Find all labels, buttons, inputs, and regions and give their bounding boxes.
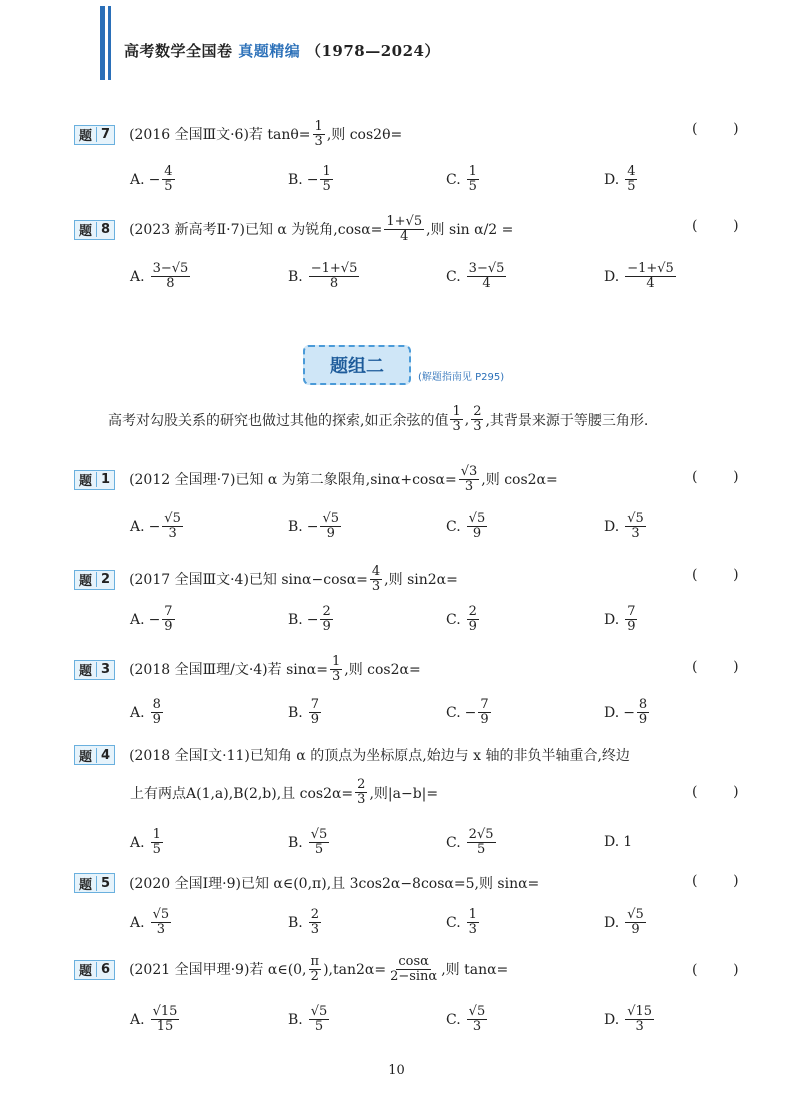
option-b[interactable]: B. − $\frac{2}{9}$	[288, 604, 331, 635]
option-b[interactable]: B. − $\frac{1}{5}$	[288, 164, 331, 195]
question-text: (2023 新高考Ⅱ·7)已知 α 为锐角,cosα= $\frac{1+√5}{4}$ ,则 sin α/2 =	[129, 214, 514, 245]
option-b[interactable]: B. $\frac{√5}{5}$	[288, 827, 328, 858]
option-b[interactable]: B. $\frac{-1+√5}{8}$	[288, 261, 358, 292]
option-d[interactable]: D. $\frac{-1+√5}{4}$	[604, 261, 674, 292]
option-b[interactable]: B. $\frac{2}{3}$	[288, 907, 320, 938]
question-stem	[74, 215, 513, 245]
option-c[interactable]: C. $\frac{2}{9}$	[446, 604, 477, 635]
question-tag: 题 3	[74, 660, 115, 680]
answer-bracket[interactable]: ( )	[692, 784, 739, 800]
answer-bracket[interactable]: ( )	[692, 121, 739, 137]
question-text: (2017 全国Ⅲ文·4)已知 sinα−cosα= $\frac{4}{3}$ ,则 sin2α=	[129, 564, 458, 595]
option-a[interactable]: A. $\frac{8}{9}$	[130, 697, 161, 728]
question-stem	[74, 655, 421, 685]
question-text: (2020 全国Ⅰ理·9)已知 α∈(0,π),且 3cos2α−8cosα=5,则 sinα=	[129, 876, 540, 892]
question-stem	[74, 465, 558, 495]
question-text: (2018 全国Ⅰ文·11)已知角 α 的顶点为坐标原点,始边与 x 轴的非负半轴重合,终边	[129, 748, 630, 764]
question-tag: 题 6	[74, 960, 115, 980]
option-b[interactable]: B. $\frac{√5}{5}$	[288, 1004, 328, 1035]
answer-bracket[interactable]: ( )	[692, 218, 739, 234]
title-prefix: 高考数学全国卷	[124, 42, 233, 60]
option-d[interactable]: D. $\frac{√5}{9}$	[604, 907, 644, 938]
option-c[interactable]: C. $\frac{1}{5}$	[446, 164, 477, 195]
option-d[interactable]: D. $\frac{7}{9}$	[604, 604, 636, 635]
option-b[interactable]: B. − $\frac{√5}{9}$	[288, 511, 340, 542]
question-tag: 题 7	[74, 125, 115, 145]
answer-bracket[interactable]: ( )	[692, 873, 739, 889]
question-tag: 题 5	[74, 873, 115, 893]
answer-bracket[interactable]: ( )	[692, 962, 739, 978]
title-highlight: 真题精编	[238, 42, 301, 60]
option-a[interactable]: A. $\frac{1}{5}$	[130, 827, 161, 858]
option-a[interactable]: A. − $\frac{4}{5}$	[130, 164, 173, 195]
question-text: (2018 全国Ⅲ理/文·4)若 sinα= $\frac{1}{3}$ ,则 cos2α=	[129, 654, 421, 685]
option-b[interactable]: B. $\frac{7}{9}$	[288, 697, 320, 728]
question-stem	[74, 955, 508, 985]
option-d[interactable]: D. $\frac{√15}{3}$	[604, 1004, 653, 1035]
book-title	[124, 40, 440, 61]
question-text: (2016 全国Ⅲ文·6)若 tanθ= $\frac{1}{3}$ ,则 cos2θ=	[129, 119, 403, 150]
question-tag: 题 2	[74, 570, 115, 590]
answer-bracket[interactable]: ( )	[692, 567, 739, 583]
question-tag: 题 1	[74, 470, 115, 490]
option-a[interactable]: A. $\frac{3-√5}{8}$	[130, 261, 189, 292]
option-c[interactable]: C. $\frac{√5}{9}$	[446, 511, 486, 542]
group-title: 题组二	[303, 345, 411, 385]
group-intro: 高考对勾股关系的研究也做过其他的探索,如正余弦的值 $\frac{1}{3}$ , $\frac{2}{3}$ ,其背景来源于等腰三角形.	[108, 404, 649, 435]
option-d[interactable]: D. $\frac{√5}{3}$	[604, 511, 644, 542]
option-c[interactable]: C. − $\frac{7}{9}$	[446, 697, 489, 728]
question-stem	[74, 120, 402, 150]
answer-bracket[interactable]: ( )	[692, 469, 739, 485]
question-stem	[74, 745, 630, 765]
option-c[interactable]: C. $\frac{1}{3}$	[446, 907, 477, 938]
question-text: (2021 全国甲理·9)若 α∈(0, $\frac{\pi}{2}$ ),tan2α= $\frac{\cos\alpha}{2-\sin\alpha}$ ,则 tanα=	[129, 954, 509, 985]
option-c[interactable]: C. $\frac{√5}{3}$	[446, 1004, 486, 1035]
option-d[interactable]: D. − $\frac{8}{9}$	[604, 697, 648, 728]
option-a[interactable]: A. − $\frac{√5}{3}$	[130, 511, 181, 542]
page-number: 10	[388, 1063, 405, 1078]
header-accent-bar	[100, 6, 105, 80]
option-a[interactable]: A. − $\frac{7}{9}$	[130, 604, 173, 635]
option-c[interactable]: C. $\frac{3-√5}{4}$	[446, 261, 505, 292]
option-c[interactable]: C. $\frac{2√5}{5}$	[446, 827, 494, 858]
option-d[interactable]: D. $\frac{4}{5}$	[604, 164, 636, 195]
option-a[interactable]: A. $\frac{√15}{15}$	[130, 1004, 178, 1035]
question-tag: 题 4	[74, 745, 115, 765]
answer-bracket[interactable]: ( )	[692, 659, 739, 675]
question-stem	[74, 873, 539, 893]
title-suffix: （1978—2024）	[306, 42, 440, 60]
question-text-line2: 上有两点A(1,a),B(2,b),且 cos2α= $\frac{2}{3}$ ,则|a−b|=	[130, 777, 439, 808]
solution-guide-ref[interactable]: (解题指南见 P295)	[418, 372, 505, 383]
header-accent-bar-thin	[108, 6, 111, 80]
option-d[interactable]: D. 1	[604, 834, 633, 850]
option-a[interactable]: A. $\frac{√5}{3}$	[130, 907, 170, 938]
question-tag: 题 8	[74, 220, 115, 240]
question-stem	[74, 565, 458, 595]
question-text: (2012 全国理·7)已知 α 为第二象限角,sinα+cosα= $\frac{√3}{3}$ ,则 cos2α=	[129, 464, 558, 495]
